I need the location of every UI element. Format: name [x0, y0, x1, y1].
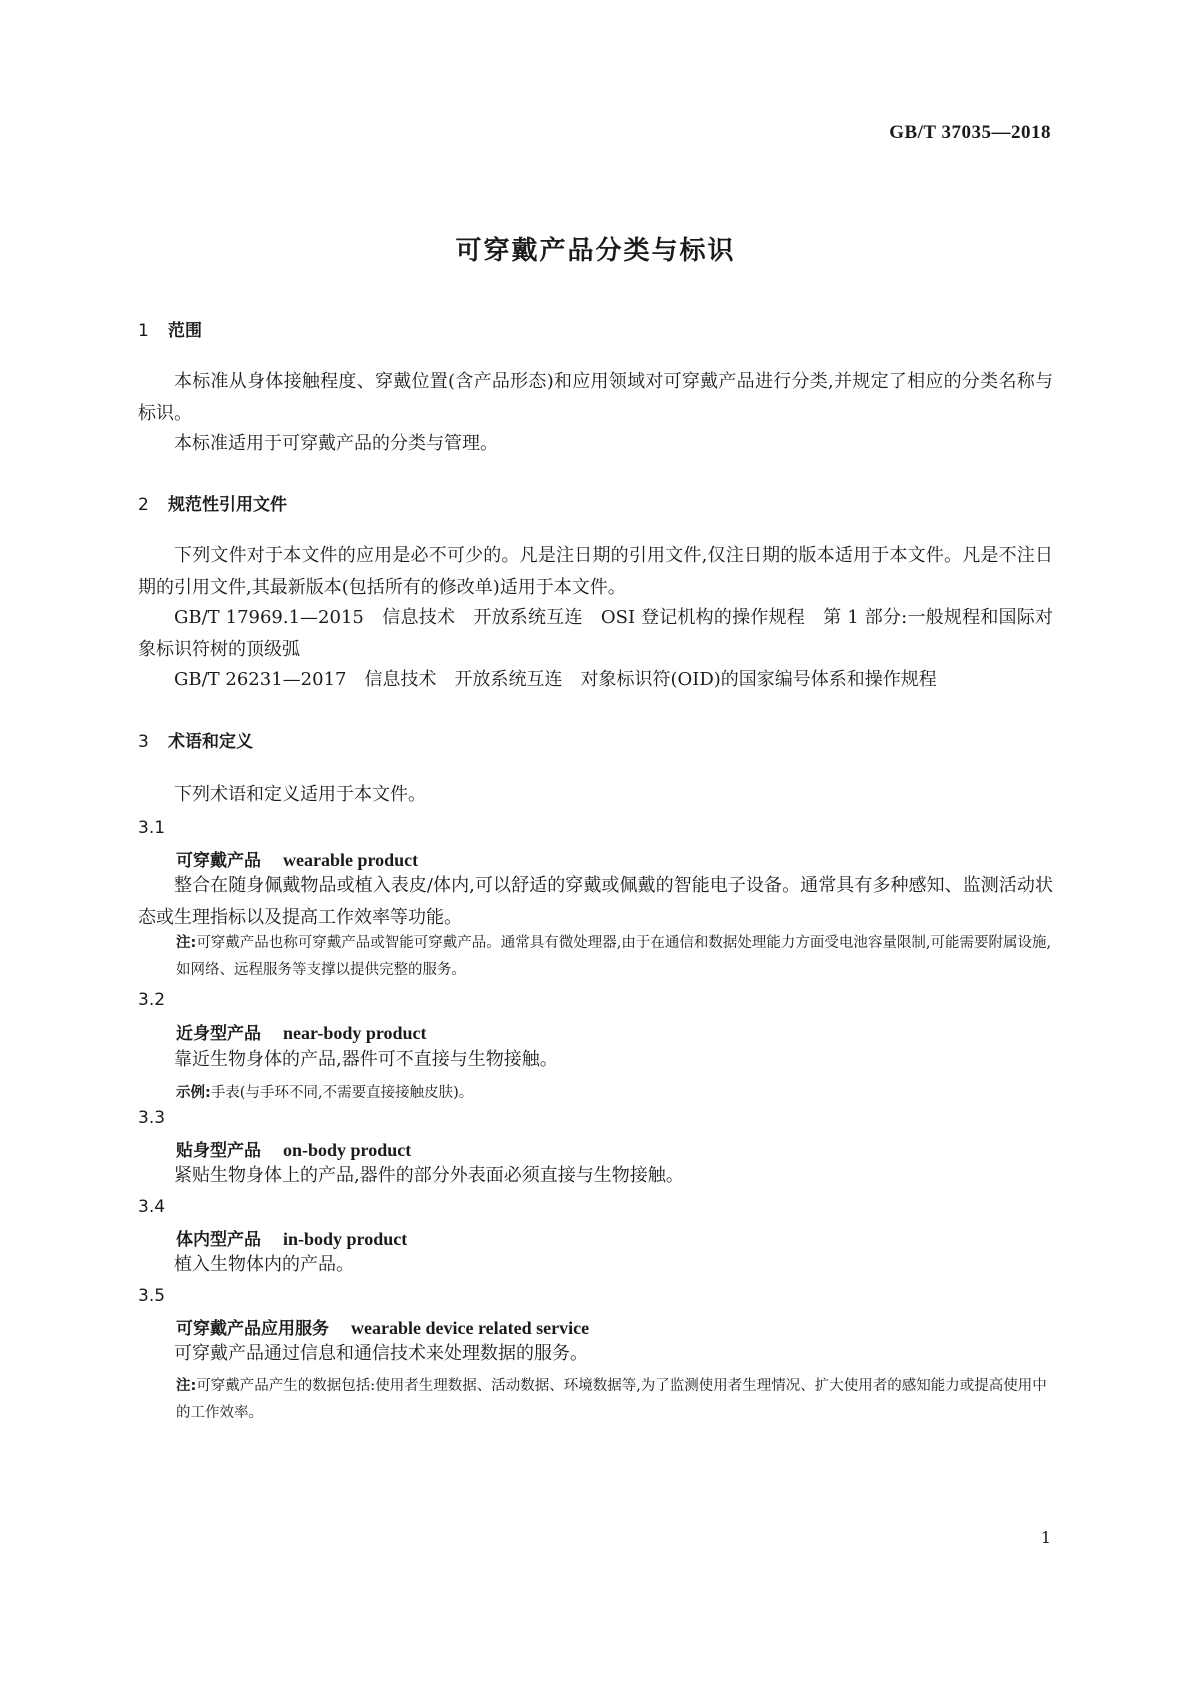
section-title: 范围	[168, 321, 202, 341]
term-number: 3.2	[138, 990, 166, 1010]
term-zh: 体内型产品	[176, 1230, 261, 1250]
reference-entry: GB/T 17969.1—2015 信息技术 开放系统互连 OSI 登记机构的操作规程 第 1 部分:一般规程和国际对象标识符树的顶级弧	[138, 607, 1053, 660]
note	[176, 930, 1054, 984]
note-label: 注:	[176, 1378, 197, 1394]
term-number: 3.1	[138, 818, 166, 838]
term-definition: 可穿戴产品通过信息和通信技术来处理数据的服务。	[174, 1343, 588, 1364]
term-heading	[176, 1019, 427, 1044]
term-en: wearable product	[283, 850, 419, 870]
section-heading-scope	[138, 316, 202, 341]
term-zh: 贴身型产品	[176, 1141, 261, 1161]
section-number: 3	[138, 732, 149, 752]
term-definition: 靠近生物身体的产品,器件可不直接与生物接触。	[174, 1049, 558, 1070]
term-number: 3.4	[138, 1197, 166, 1217]
reference-entry: GB/T 26231—2017 信息技术 开放系统互连 对象标识符(OID)的国家编号体系和操作规程	[174, 669, 937, 690]
term-en: near-body product	[283, 1023, 427, 1043]
section-number: 2	[138, 495, 149, 515]
term-number: 3.3	[138, 1108, 166, 1128]
term-definition: 植入生物体内的产品。	[174, 1254, 354, 1275]
term-zh: 可穿戴产品	[176, 851, 261, 871]
term-zh: 近身型产品	[176, 1024, 261, 1044]
section-heading-normative-references	[138, 490, 287, 515]
term-definition: 整合在随身佩戴物品或植入表皮/体内,可以舒适的穿戴或佩戴的智能电子设备。通常具有多种感知、监测活动状态或生理指标以及提高工作效率等功能。	[138, 875, 1053, 928]
page-number: 1	[1040, 1528, 1051, 1547]
paragraph: 本标准适用于可穿戴产品的分类与管理。	[174, 433, 498, 454]
term-heading	[176, 846, 418, 871]
term-number: 3.5	[138, 1286, 166, 1306]
document-title: 可穿戴产品分类与标识	[455, 236, 736, 266]
example-text: 手表(与手环不同,不需要直接接触皮肤)。	[210, 1085, 474, 1101]
note	[176, 1373, 1054, 1427]
term-heading	[176, 1136, 411, 1161]
standard-code: GB/T 37035—2018	[889, 122, 1051, 143]
term-en: in-body product	[283, 1229, 408, 1249]
term-en: wearable device related service	[351, 1318, 590, 1338]
section-heading-terms-definitions	[138, 727, 253, 752]
note-text: 可穿戴产品也称可穿戴产品或智能可穿戴产品。通常具有微处理器,由于在通信和数据处理能力方面受电池容量限制,可能需要附属设施,如网络、远程服务等支撑以提供完整的服务。	[176, 935, 1052, 978]
note-label: 注:	[176, 935, 197, 951]
term-heading	[176, 1314, 589, 1339]
section-number: 1	[138, 321, 149, 341]
section-title: 规范性引用文件	[168, 495, 287, 515]
example-label: 示例:	[176, 1085, 211, 1101]
example	[176, 1081, 473, 1102]
paragraph: 下列术语和定义适用于本文件。	[174, 784, 426, 805]
section-title: 术语和定义	[168, 732, 253, 752]
note-text: 可穿戴产品产生的数据包括:使用者生理数据、活动数据、环境数据等,为了监测使用者生理情况、扩大使用者的感知能力或提高使用中的工作效率。	[176, 1378, 1047, 1421]
term-heading	[176, 1225, 407, 1250]
paragraph: 本标准从身体接触程度、穿戴位置(含产品形态)和应用领域对可穿戴产品进行分类,并规定了相应的分类名称与标识。	[138, 371, 1053, 424]
term-definition: 紧贴生物身体上的产品,器件的部分外表面必须直接与生物接触。	[174, 1165, 684, 1186]
term-en: on-body product	[283, 1140, 412, 1160]
term-zh: 可穿戴产品应用服务	[176, 1319, 329, 1339]
paragraph: 下列文件对于本文件的应用是必不可少的。凡是注日期的引用文件,仅注日期的版本适用于本文件。凡是不注日期的引用文件,其最新版本(包括所有的修改单)适用于本文件。	[138, 545, 1053, 598]
